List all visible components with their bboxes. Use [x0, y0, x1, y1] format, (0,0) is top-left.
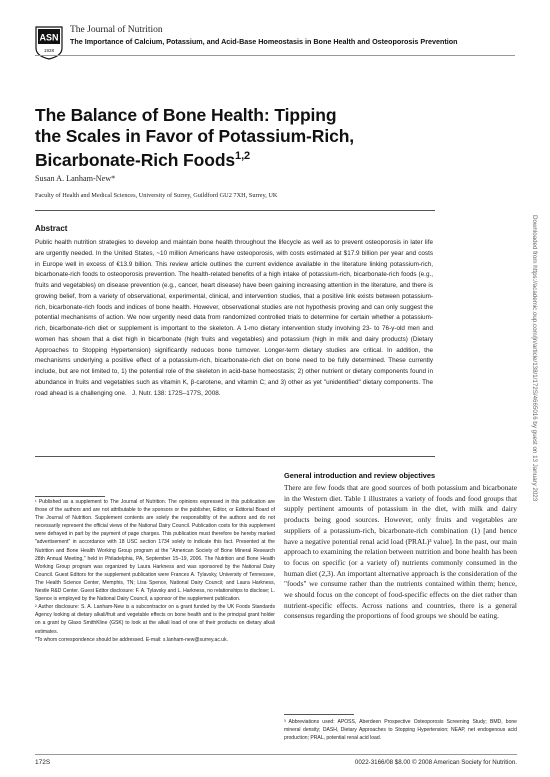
page-number: 172S [35, 759, 51, 766]
abbreviations-footnote: ³ Abbreviations used: APOSS, Aberdeen Prospective Osteoporosis Screening Study; BMD, bone mineral density; DASH, Dietary Approaches to Stopping Hypertension; NEAP, net endogenous acid production; PRAL, potential renal acid load. [284, 719, 517, 742]
download-watermark-text: Downloaded from https://academic.oup.com/jn/article/138/1/172S/4665016 by guest on 13 January 2023 [531, 215, 538, 502]
copyright-line: 0022-3166/08 $8.00 © 2008 American Society for Nutrition. [354, 759, 517, 766]
supplement-series-title: The Importance of Calcium, Potassium, and Acid-Base Homeostasis in Bone Health and Osteoporosis Prevention [70, 37, 458, 46]
abstract-heading: Abstract [35, 224, 68, 233]
header-divider [35, 55, 515, 56]
abstract-text: Public health nutrition strategies to develop and maintain bone health throughout the lifecycle as well as to prevent osteoporosis in later life are urgently needed. In the United States, ~10 million Americans have osteoporosis, with costs estimated at $17.9 billion per year and costs in Europe well in excess of €13.9 billion. This review article outlines the current evidence available in the literature linking potassium-rich, bicarbonate-rich foods to osteoporosis prevention. The health-related benefits of a high intake of potassium-rich, bicarbonate-rich foods (e.g., fruits and vegetables) on disease prevention (e.g., cancer, heart disease) have been gaining increasing attention in the literature, and there is growing belief, from a variety of observational, experimental, clinical, and intervention studies, that a positive link exists between potassium-rich, bicarbonate-rich foods and indices of bone health. However, observational studies are not hypothesis proving and can only suggest the potential mechanisms of action. We now urgently need data from randomized controlled trials to determine for certain whether a potassium-rich, bicarbonate-rich diet or supplement is important to the skeleton. A 1-mo dietary intervention study involving 23- to 76-y-old men and women has shown that a diet high in bicarbonate (high fruits and vegetables) and potassium (high in milk and dairy products) (Dietary Approaches to Stopping Hypertension) significantly reduces bone turnover. Longer-term dietary studies are critical. In addition, the mechanisms underlying a positive effect of a potassium-rich, bicarbonate-rich diet on bone need to be fully determined. These currently include, but are not limited to, 1) the potential role of the skeleton in acid-base homeostasis; 2) other nutrient or dietary components found in abundance in fruits and vegetables such as vitamin K, β-carotene, and vitamin C; and 3) other as yet "unidentified" dietary components. The road ahead is a challenging one. [35, 239, 433, 397]
author-name: Susan A. Lanham-New* [35, 174, 116, 183]
abstract-body [35, 238, 433, 399]
article-title-text: The Balance of Bone Health: Tipping the Scales in Favor of Potassium-Rich, Bicarbonate-Rich Foods [35, 105, 355, 170]
intro-heading: General introduction and review objectives [284, 471, 436, 480]
footnote-2: ² Author disclosure: S. A. Lanham-New is a subcontractor on a grant funded by the UK Foods Standards Agency looking at dietary alkali/fruit and vegetable effects on bone health and is the principal grant holder on a grant by Glaxo SmithKline (GSK) to look at the alkali load of one of their products on dietary alkali estimates. [35, 604, 275, 635]
download-watermark [531, 215, 540, 555]
footer-divider [35, 754, 517, 755]
footnotes [35, 498, 275, 644]
logo-text: ASN [39, 32, 59, 43]
author-affiliation: Faculty of Health and Medical Sciences, University of Surrey, Guildford GU2 7XH, Surrey, UK [35, 192, 278, 199]
footnote-correspondence: *To whom correspondence should be addressed. E-mail: s.lanham-new@surrey.ac.uk. [35, 636, 228, 643]
title-footnote-marks: 1,2 [235, 150, 251, 162]
journal-name: The Journal of Nutrition [70, 25, 163, 35]
abstract-bottom-rule [35, 456, 435, 457]
logo-year: 1928 [43, 48, 55, 53]
abbreviations-rule [284, 714, 354, 715]
footnote-rule [35, 496, 105, 497]
footnote-1: ¹ Published as a supplement to The Journal of Nutrition. The opinions expressed in this publication are those of the authors and are not attributable to the sponsors or the publisher, Editor, or Editorial Board of The Journal of Nutrition. Supplement contents are solely the responsibility of the authors and do not necessarily represent the official views of the National Dairy Council. Publication costs for this supplement were defrayed in part by the payment of page charges. This publication must therefore be hereby marked "advertisement" in accordance with 18 USC section 1734 solely to indicate this fact. Presented at the Nutrition and Bone Health Working Group program at the "American Society of Bone Mineral Research 28th Annual Meeting," held in Philadelphia, PA, September 15–19, 2006. The Nutrition and Bone Health Working Group program was organized by Laura Harkness and was sponsored by the National Dairy Council. Guest Editors for the supplement publication were Frances A. Tylavsky, University of Tennessee, The Health Science Center, Memphis, TN; Lisa Spence, National Dairy Council; and Laura Harkness, Nestle R&D Center. Guest Editor disclosure: F. A. Tylavsky and L. Harkness, no relationships to disclose; L. Spence is employed by the National Dairy Council, a sponsor of the supplement publication. [35, 499, 275, 603]
abstract-citation: J. Nutr. 138: 172S–177S, 2008. [132, 389, 221, 397]
article-title [35, 105, 365, 170]
intro-section [284, 471, 517, 622]
abstract-top-rule [35, 210, 435, 211]
intro-paragraph: There are few foods that are good sources of both potassium and bicarbonate in the Western diet. Table 1 illustrates a variety of foods and food groups that supply pertinent amounts of potassium in the diet, with milk and dairy products being good sources. However, only fruits and vegetables are suppliers of a potassium-rich, bicarbonate-rich combination (1) [and hence have a negative potential renal acid load (PRAL)³ value]. In the past, our main approach to examining the relation between nutrition and bone health has been to focus on specific (or a variety of) nutrients commonly consumed in the human diet (2,3). An important alternative approach is the consideration of the "foods" we consume rather than the nutrients contained within them; hence, we should focus on the concept of food-specific effects on the diet rather than nutrient-specific effects. Across nations and countries, there is a general consensus regarding the proportions of food groups we should be eating. [284, 483, 517, 621]
